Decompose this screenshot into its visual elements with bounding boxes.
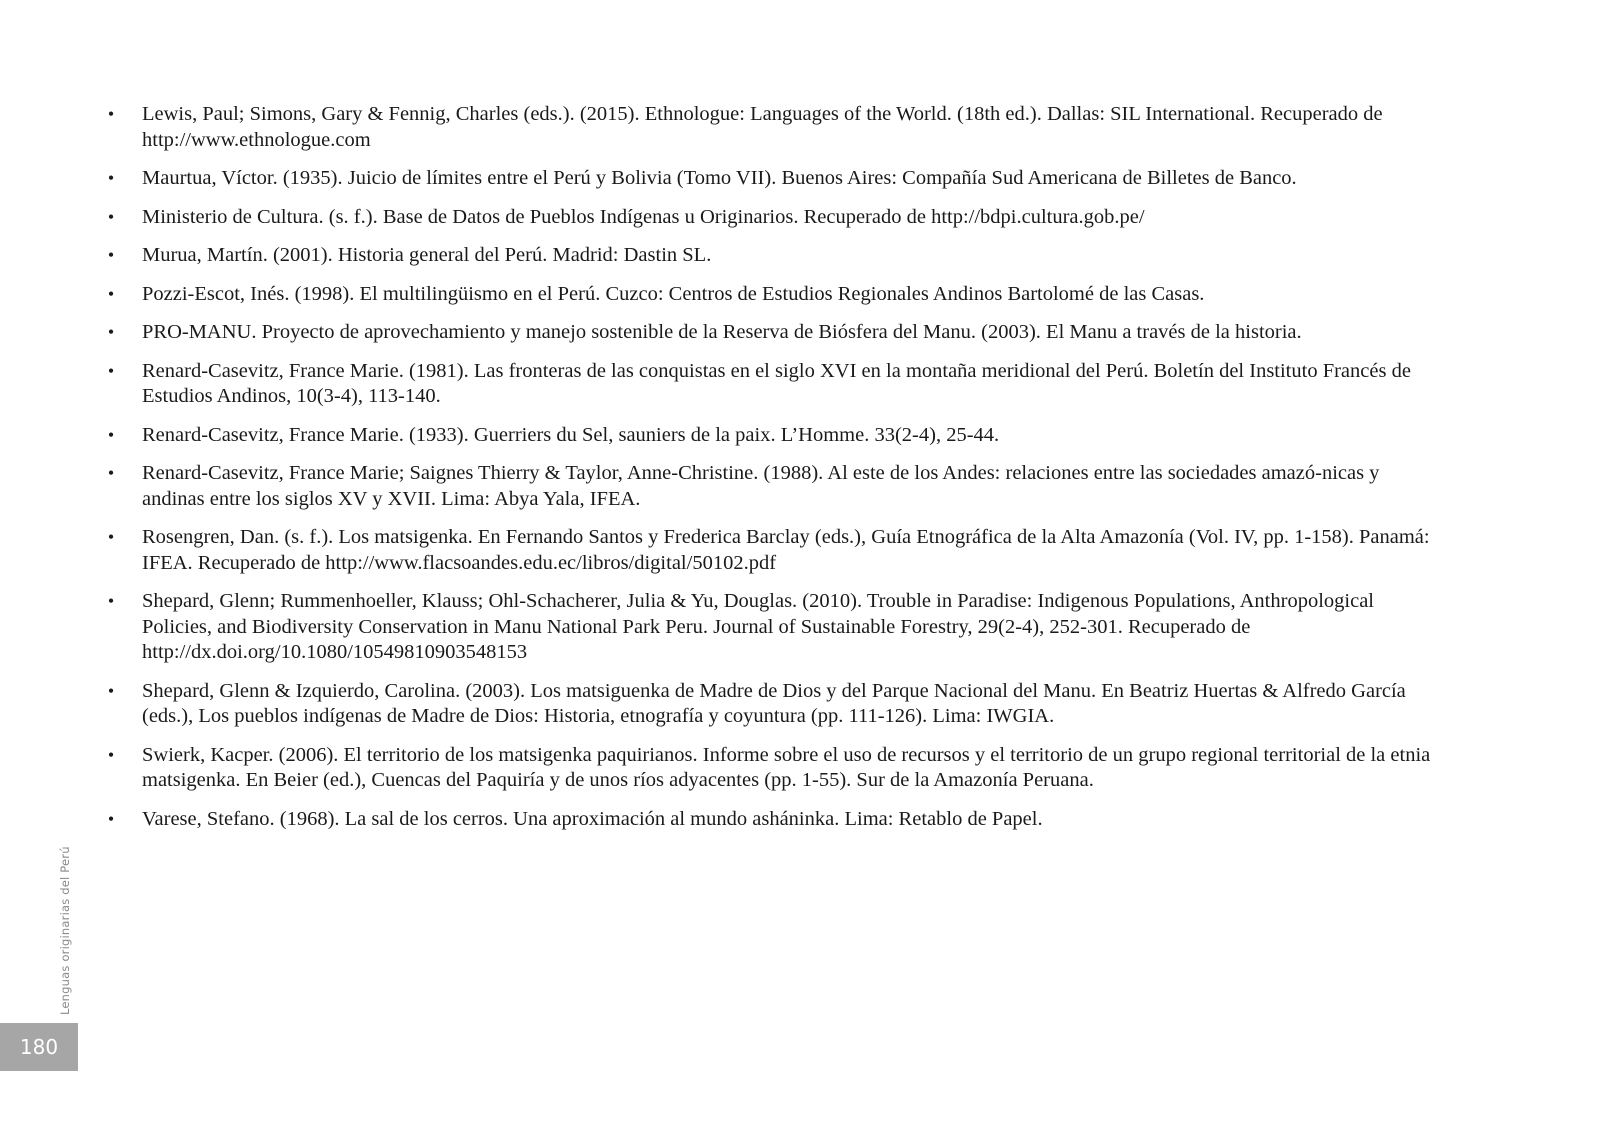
reference-text: Pozzi-Escot, Inés. (1998). El multilingüismo en el Perú. Cuzco: Centros de Estudios Regionales Andinos Bartolomé de las Casas.	[142, 282, 1205, 305]
reference-item	[104, 461, 1444, 512]
reference-text: Rosengren, Dan. (s. f.). Los matsigenka. En Fernando Santos y Frederica Barclay (eds.), Guía Etnográfica de la Alta Amazonía (Vol. IV, pp. 1-158). Panamá: IFEA. Recuperado de http://www.flacsoandes.edu.ec/libros/digital/50102.pdf	[142, 526, 1430, 574]
reference-text: Varese, Stefano. (1968). La sal de los cerros. Una aproximación al mundo asháninka. Lima: Retablo de Papel.	[142, 807, 1043, 830]
reference-text: Ministerio de Cultura. (s. f.). Base de Datos de Pueblos Indígenas u Originarios. Recuperado de http://bdpi.cultura.gob.pe/	[142, 205, 1145, 228]
reference-item	[104, 423, 1444, 449]
reference-item	[104, 102, 1444, 153]
bullet-marker: •	[107, 245, 115, 265]
book-title-side-label: Lenguas originarias del Perú	[58, 846, 72, 1015]
bullet-marker: •	[107, 322, 115, 342]
reference-list	[104, 102, 1444, 845]
bullet-marker: •	[107, 527, 115, 547]
reference-item	[104, 320, 1444, 346]
reference-text: Maurtua, Víctor. (1935). Juicio de límites entre el Perú y Bolivia (Tomo VII). Buenos Aires: Compañía Sud Americana de Billetes de Banco.	[142, 167, 1297, 189]
bullet-marker: •	[107, 283, 115, 304]
bullet-marker: •	[107, 360, 115, 381]
reference-text: Shepard, Glenn; Rummenhoeller, Klauss; Ohl-Schacherer, Julia & Yu, Douglas. (2010). Trouble in Paradise: Indigenous Populations, Anthropological Policies, and Biodiversity Conservation in Manu National Park Peru. Journal of Sustainable Forestry, 29(2-4), 252-301. Recuperado de http://dx.doi.org/10.1080/10549810903548153	[142, 590, 1374, 663]
reference-item	[104, 359, 1444, 410]
bullet-marker: •	[107, 744, 115, 765]
bullet-marker: •	[107, 808, 115, 829]
reference-text: Renard-Casevitz, France Marie; Saignes Thierry & Taylor, Anne-Christine. (1988). Al este de los Andes: relaciones entre las sociedades amazó-nicas y andinas entre los siglos XV y XVII. Lima: Abya Yala, IFEA.	[142, 462, 1380, 510]
reference-item	[104, 525, 1444, 576]
reference-item	[104, 743, 1444, 794]
bullet-marker: •	[107, 680, 115, 701]
reference-item	[104, 807, 1444, 833]
bullet-marker: •	[107, 591, 115, 611]
bullet-marker: •	[107, 424, 115, 445]
reference-item	[104, 205, 1444, 231]
reference-item	[104, 243, 1444, 269]
reference-item	[104, 589, 1444, 666]
reference-text: Swierk, Kacper. (2006). El territorio de los matsigenka paquirianos. Informe sobre el uso de recursos y el territorio de un grupo regional territorial de la etnia matsigenka. En Beier (ed.), Cuencas del Paquiría y de unos ríos adyacentes (pp. 1-55). Sur de la Amazonía Peruana.	[142, 743, 1431, 791]
reference-text: Renard-Casevitz, France Marie. (1933). Guerriers du Sel, sauniers de la paix. L’Homme. 33(2-4), 25-44.	[142, 423, 1000, 446]
bullet-marker: •	[107, 206, 115, 227]
reference-text: Shepard, Glenn & Izquierdo, Carolina. (2003). Los matsiguenka de Madre de Dios y del Parque Nacional del Manu. En Beatriz Huertas & Alfredo García (eds.), Los pueblos indígenas de Madre de Dios: Historia, etnografía y coyuntura (pp. 111-126). Lima: IWGIA.	[142, 679, 1406, 727]
bullet-marker: •	[107, 104, 115, 124]
bullet-marker: •	[107, 463, 115, 483]
reference-text: Lewis, Paul; Simons, Gary & Fennig, Charles (eds.). (2015). Ethnologue: Languages of the World. (18th ed.). Dallas: SIL International. Recuperado de http://www.ethnologue.com	[142, 103, 1383, 151]
page-number-box	[0, 1023, 78, 1071]
reference-text: PRO-MANU. Proyecto de aprovechamiento y manejo sostenible de la Reserva de Biósfera del Manu. (2003). El Manu a través de la historia.	[142, 321, 1302, 343]
reference-item	[104, 166, 1444, 192]
page-number: 180	[19, 1035, 59, 1059]
reference-item	[104, 282, 1444, 308]
reference-item	[104, 679, 1444, 730]
bullet-marker: •	[107, 168, 115, 188]
reference-text: Renard-Casevitz, France Marie. (1981). Las fronteras de las conquistas en el siglo XVI en la montaña meridional del Perú. Boletín del Instituto Francés de Estudios Andinos, 10(3-4), 113-140.	[142, 359, 1411, 407]
reference-text: Murua, Martín. (2001). Historia general del Perú. Madrid: Dastin SL.	[142, 244, 712, 266]
